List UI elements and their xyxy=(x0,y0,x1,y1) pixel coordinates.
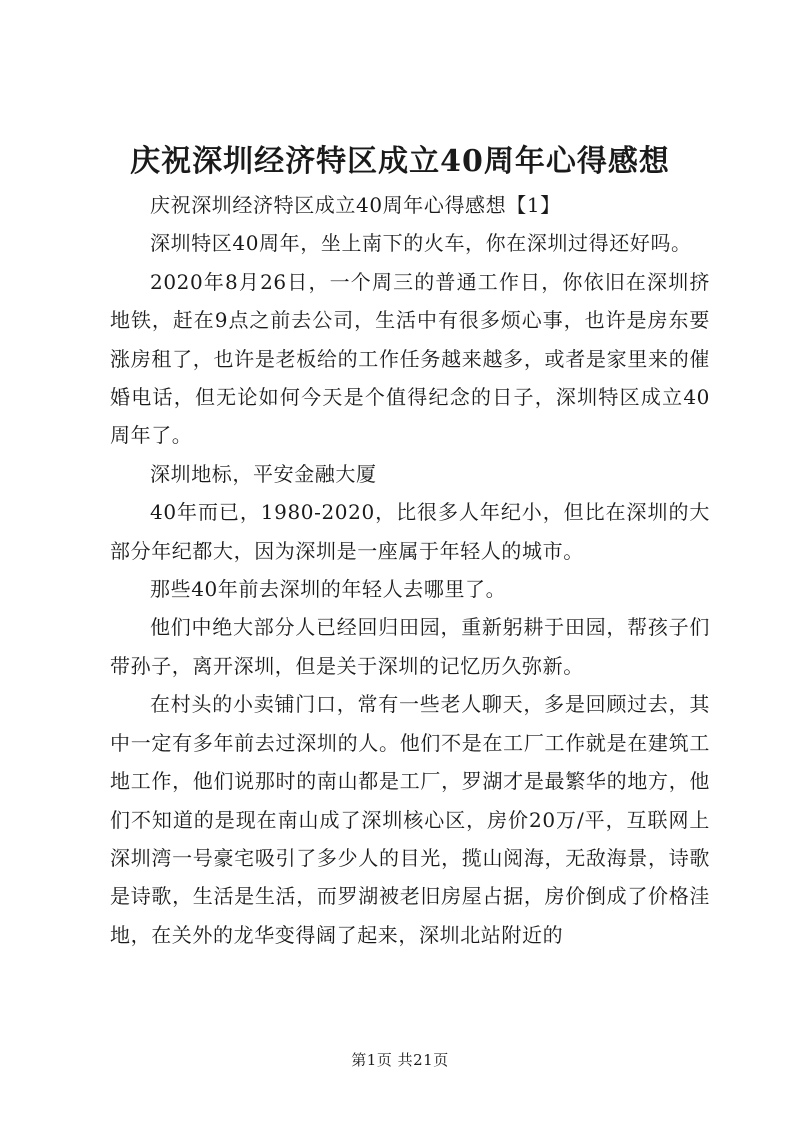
paragraph: 2020年8月26日，一个周三的普通工作日，你依旧在深圳挤地铁，赶在9点之前去公司，生活中有很多烦心事，也许是房东要涨房租了，也许是老板给的工作任务越来越多，或者是家里来的催婚电话，但无论如何今天是个值得纪念的日子，深圳特区成立40周年了。 xyxy=(110,269,710,448)
document-title: 庆祝深圳经济特区成立40周年心得感想 xyxy=(130,144,670,179)
paragraph: 那些40年前去深圳的年轻人去哪里了。 xyxy=(150,577,507,602)
document-body xyxy=(110,186,710,954)
paragraph-subtitle: 庆祝深圳经济特区成立40周年心得感想【1】 xyxy=(150,193,561,217)
paragraph: 在村头的小卖铺门口，常有一些老人聊天，多是回顾过去，其中一定有多年前去过深圳的人。他们不是在工厂工作就是在建筑工地工作，他们说那时的南山都是工厂，罗湖才是最繁华的地方，他们不知道的是现在南山成了深圳核心区，房价20万/平，互联网上深圳湾一号豪宅吸引了多少人的目光，揽山阅海，无敌海景，诗歌是诗歌，生活是生活，而罗湖被老旧房屋占据，房价倒成了价格洼地，在关外的龙华变得阔了起来，深圳北站附近的 xyxy=(110,692,710,947)
paragraph: 40年而已，1980-2020，比很多人年纪小，但比在深圳的大部分年纪都大，因为深圳是一座属于年轻人的城市。 xyxy=(110,500,710,563)
paragraph: 他们中绝大部分人已经回归田园，重新躬耕于田园，帮孩子们带孙子，离开深圳，但是关于深圳的记忆历久弥新。 xyxy=(110,615,710,678)
paragraph: 深圳特区40周年，坐上南下的火车，你在深圳过得还好吗。 xyxy=(150,231,692,256)
page-number-footer: 第1页 共21页 xyxy=(351,1051,449,1069)
paragraph: 深圳地标，平安金融大厦 xyxy=(150,461,377,486)
